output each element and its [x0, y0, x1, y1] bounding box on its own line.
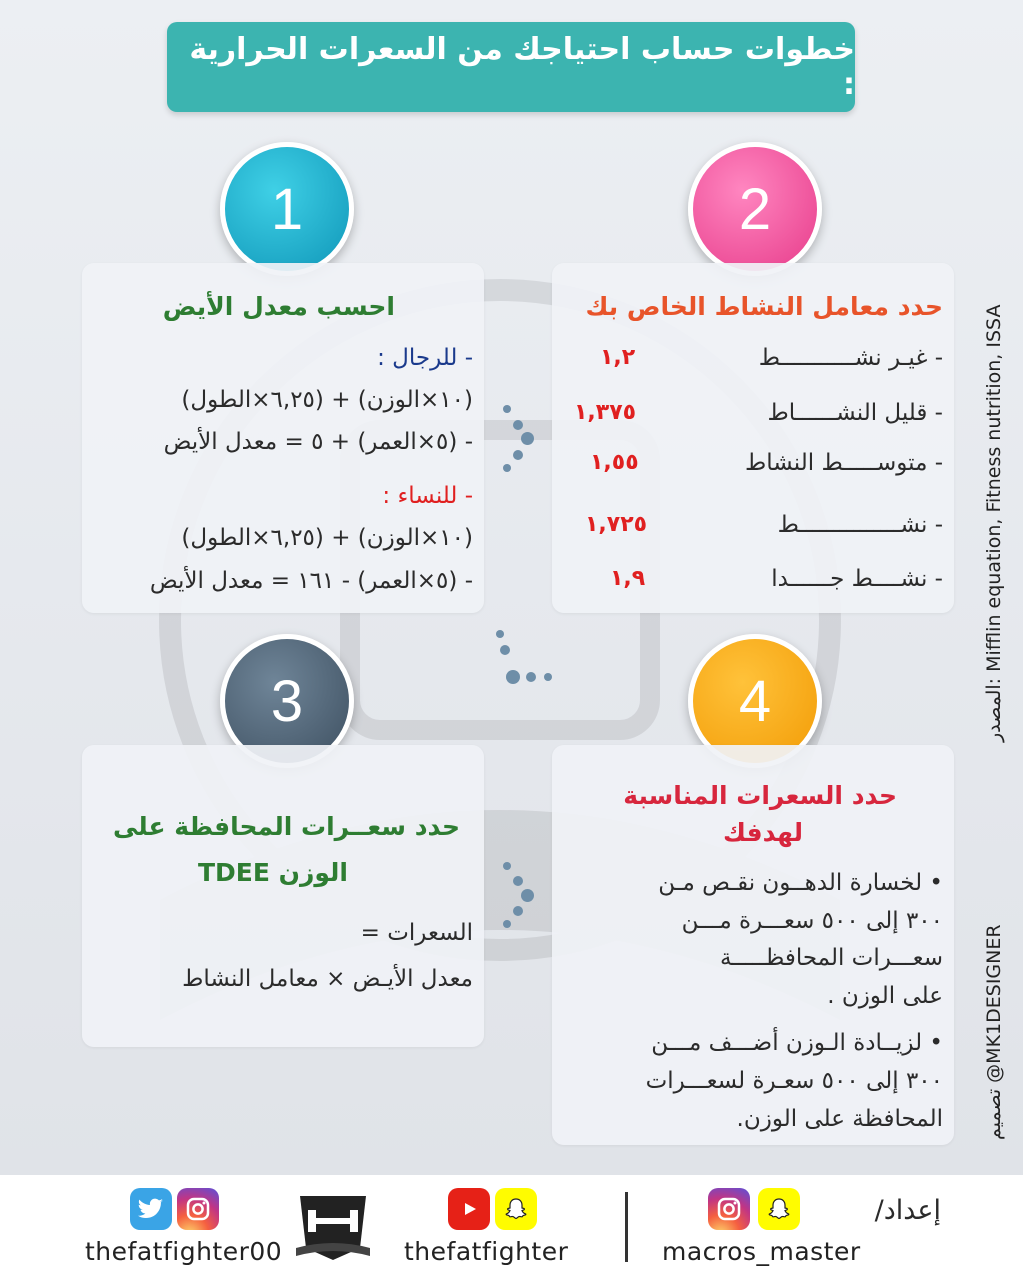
- title-banner: [167, 22, 855, 112]
- step-4-heading-line2: لهدفك: [723, 818, 803, 847]
- step-2-heading: حدد معامل النشاط الخاص بك: [585, 292, 943, 321]
- men-label: - للرجال :: [377, 345, 473, 371]
- snapchat-icon[interactable]: [495, 1188, 537, 1230]
- women-formula-line1: (١٠×الوزن) + (٦,٢٥×الطول): [181, 525, 473, 551]
- goal-loss-line: على الوزن .: [827, 983, 943, 1009]
- activity-level-value: ١,٩: [610, 566, 646, 591]
- youtube-icon[interactable]: [448, 1188, 490, 1230]
- goal-gain-line: ٣٠٠ إلى ٥٠٠ سعـرة لسعـــرات: [645, 1068, 943, 1094]
- goal-gain-line: المحافظة على الوزن.: [736, 1106, 943, 1132]
- step-4-badge: 4: [688, 634, 822, 768]
- source-credit: المصدر: Mifflin equation, Fitness nutrition, ISSA: [983, 304, 1005, 742]
- activity-level-label: - غيـر نشـــــــــــط: [758, 345, 943, 371]
- women-label: - للنساء :: [382, 483, 473, 509]
- handle-thefatfighter00[interactable]: thefatfighter00: [85, 1237, 283, 1266]
- goal-loss-line: • لخسارة الدهــون نقـص مـن: [658, 870, 943, 896]
- step-3-heading-line2: الوزن TDEE: [197, 858, 348, 887]
- activity-level-value: ١,٢: [600, 345, 636, 370]
- snapchat-icon[interactable]: [758, 1188, 800, 1230]
- men-formula-line2: - (٥×العمر) + ٥ = معدل الأيض: [163, 429, 473, 455]
- prepared-by-label: إعداد/: [874, 1195, 941, 1226]
- instagram-icon[interactable]: [708, 1188, 750, 1230]
- activity-level-label: - قليل النشــــــاط: [767, 400, 943, 426]
- women-formula-line2: - (٥×العمر) - ١٦١ = معدل الأيض: [149, 568, 473, 594]
- goal-loss-line: سعـــرات المحافظـــــة: [719, 945, 943, 971]
- step-1-badge: 1: [220, 142, 354, 276]
- tdee-formula-line1: السعرات =: [360, 920, 473, 946]
- activity-level-value: ١,٣٧٥: [574, 400, 637, 425]
- step-3-heading-line1: حدد سعــرات المحافظة على: [112, 812, 460, 841]
- activity-level-label: - نشــــط جــــــدا: [771, 566, 943, 592]
- activity-level-value: ١,٧٢٥: [585, 512, 648, 537]
- activity-level-value: ١,٥٥: [590, 450, 639, 475]
- footer-divider: [625, 1192, 628, 1262]
- step-3-card: [82, 745, 484, 1047]
- goal-gain-line: • لزيــادة الـوزن أضـــف مـــن: [651, 1030, 943, 1056]
- step-3-badge: 3: [220, 634, 354, 768]
- thefatfighter-logo: [290, 1188, 376, 1266]
- men-formula-line1: (١٠×الوزن) + (٦,٢٥×الطول): [181, 387, 473, 413]
- handle-macros-master[interactable]: macros_master: [662, 1237, 861, 1266]
- step-4-heading-line1: حدد السعرات المناسبة: [623, 781, 897, 810]
- designer-credit: تصميم @MK1DESIGNER: [983, 924, 1005, 1140]
- handle-thefatfighter[interactable]: thefatfighter: [404, 1237, 569, 1266]
- step-1-heading: احسب معدل الأيض: [162, 292, 395, 321]
- tdee-formula-line2: معدل الأيـض × معامل النشاط: [182, 966, 473, 992]
- twitter-icon[interactable]: [130, 1188, 172, 1230]
- instagram-icon[interactable]: [177, 1188, 219, 1230]
- activity-level-label: - نشـــــــــــــــط: [777, 512, 943, 538]
- activity-level-label: - متوســـــط النشاط: [745, 450, 943, 476]
- goal-loss-line: ٣٠٠ إلى ٥٠٠ سعـــرة مـــن: [681, 908, 943, 934]
- page-title: خطوات حساب احتياجك من السعرات الحرارية :: [189, 32, 855, 102]
- step-2-badge: 2: [688, 142, 822, 276]
